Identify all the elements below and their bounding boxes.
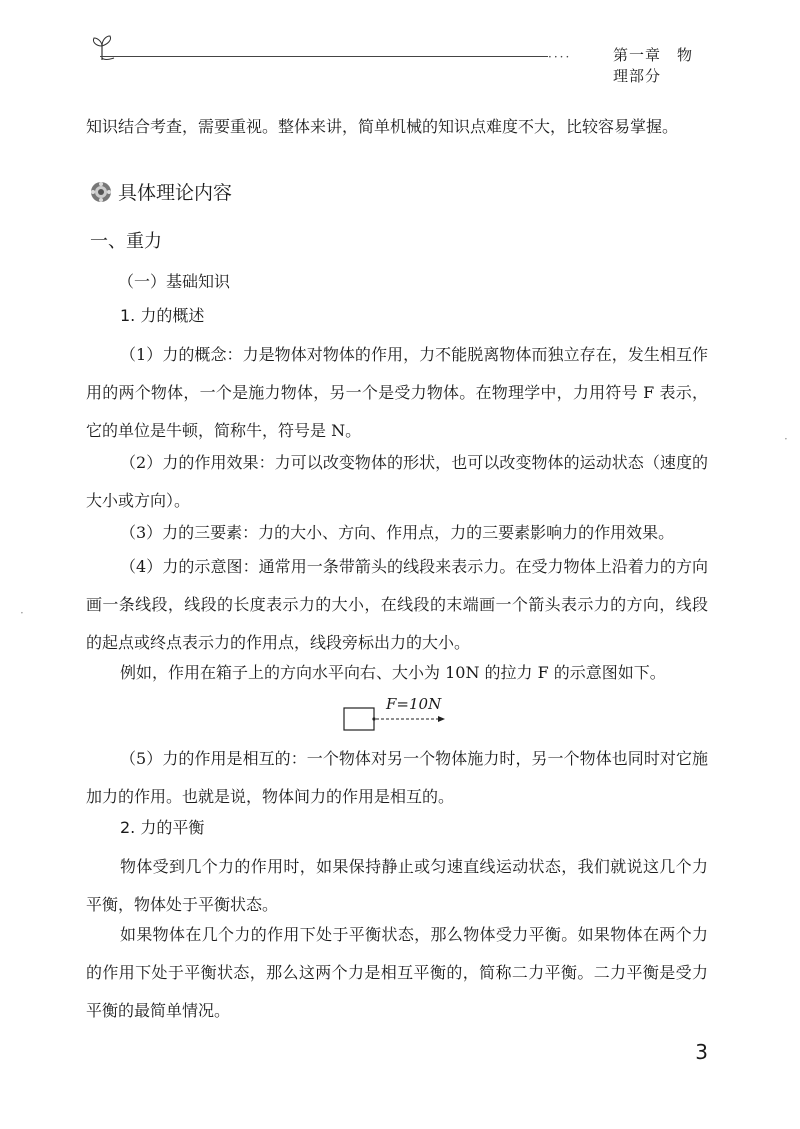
page-header [88, 34, 708, 85]
heading-gravity: 一、重力 [90, 231, 162, 252]
force-diagram [342, 694, 462, 734]
header-rule [100, 56, 548, 57]
page-number: 3 [695, 1040, 708, 1064]
subheading-force-balance: 2. 力的平衡 [120, 818, 205, 837]
heading-basic-knowledge: （一）基础知识 [118, 272, 231, 291]
subheading-force-overview: 1. 力的概述 [120, 306, 205, 325]
force-label: F=10N [386, 695, 442, 713]
header-dots: ···· [548, 50, 572, 64]
section-title [90, 178, 232, 205]
margin-mark: · [20, 606, 24, 620]
margin-mark: · [784, 432, 788, 446]
flower-icon [90, 181, 112, 203]
force-origin-dot [372, 717, 375, 720]
intro-paragraph: 知识结合考查，需要重视。整体来讲，简单机械的知识点难度不大，比较容易掌握。 [86, 117, 679, 136]
paragraph-example: 例如，作用在箱子上的方向水平向右、大小为 10N 的拉力 F 的示意图如下。 [120, 663, 666, 682]
section-title-text: 具体理论内容 [118, 182, 233, 204]
box-shape [344, 708, 374, 730]
force-arrow-head [438, 716, 445, 722]
paragraph-balance-definition: 物体受到几个力的作用时，如果保持静止或匀速直线运动状态，我们就说这几个力平衡，物体处于平衡状态。 [86, 857, 708, 914]
paragraph-force-diagram: （4）力的示意图：通常用一条带箭头的线段来表示力。在受力物体上沿着力的方向画一条线段，线段的长度表示力的大小，在线段的末端画一个箭头表示力的方向，线段的起点或终点表示力的作用点，线段旁标出力的大小。 [86, 557, 708, 652]
paragraph-mutual-force: （5）力的作用是相互的：一个物体对另一个物体施力时，另一个物体也同时对它施加力的作用。也就是说，物体间力的作用是相互的。 [86, 749, 708, 806]
sprout-icon [88, 34, 118, 64]
paragraph-force-effect: （2）力的作用效果：力可以改变物体的形状，也可以改变物体的运动状态（速度的大小或方向）。 [86, 453, 708, 510]
paragraph-two-force-balance: 如果物体在几个力的作用下处于平衡状态，那么物体受力平衡。如果物体在两个力的作用下处于平衡状态，那么这两个力是相互平衡的，简称二力平衡。二力平衡是受力平衡的最简单情况。 [86, 925, 708, 1020]
chapter-title: 第一章 物理部分 [613, 46, 694, 85]
paragraph-force-concept: （1）力的概念：力是物体对物体的作用，力不能脱离物体而独立存在，发生相互作用的两个物体，一个是施力物体，另一个是受力物体。在物理学中，力用符号 F 表示，它的单位是牛顿，简称牛，符号是 N。 [86, 345, 708, 440]
paragraph-force-elements: （3）力的三要素：力的大小、方向、作用点，力的三要素影响力的作用效果。 [120, 523, 675, 542]
